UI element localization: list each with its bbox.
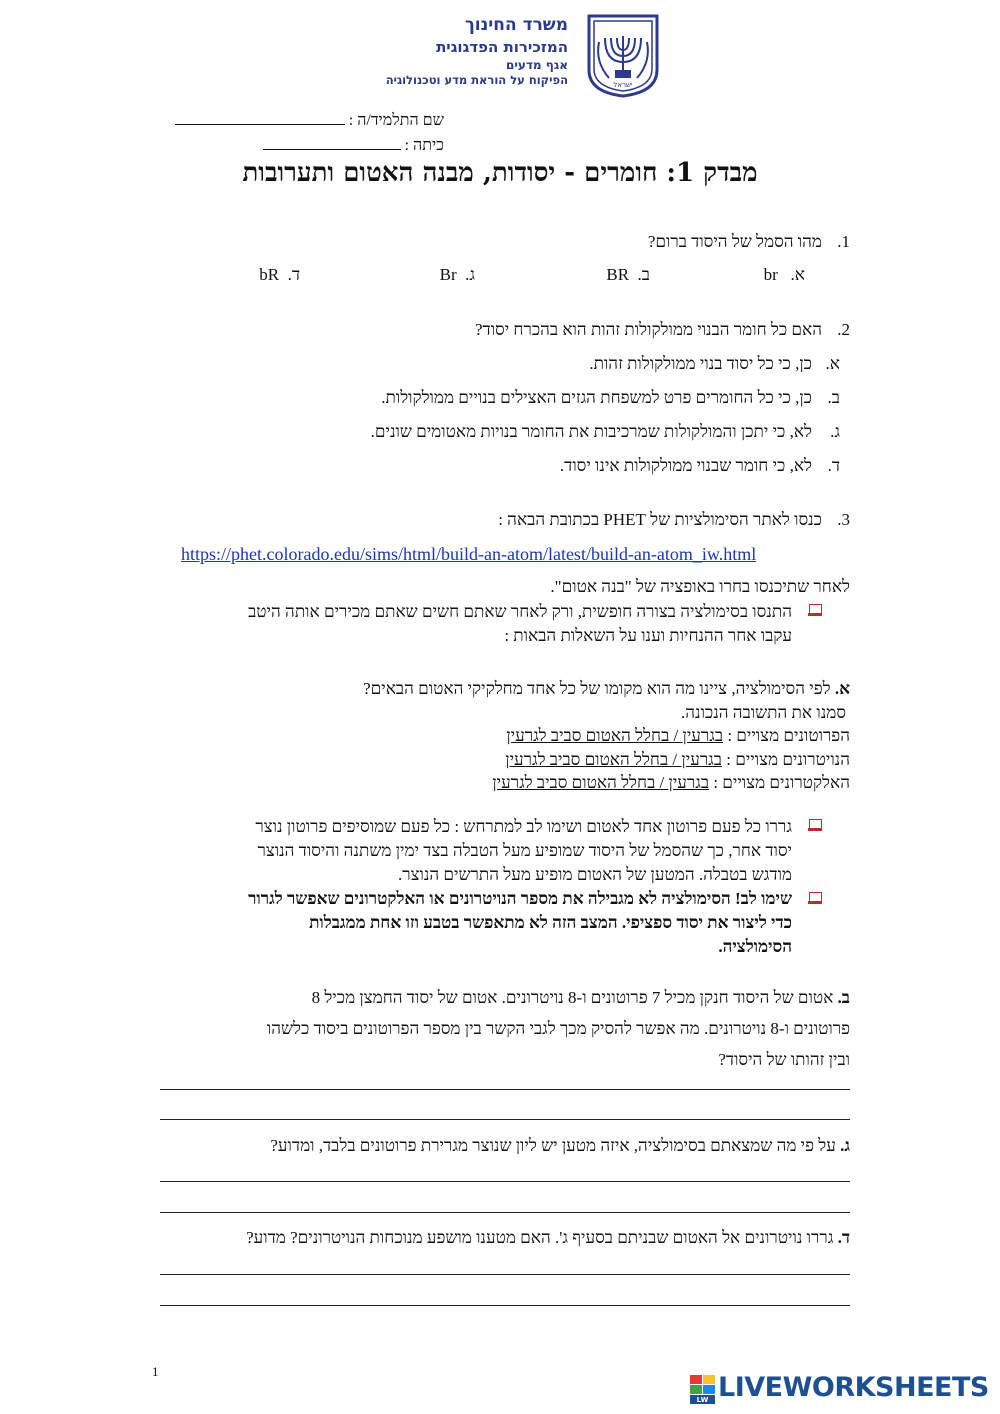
part-c [150,1136,850,1156]
phet-link[interactable]: https://phet.colorado.edu/sims/html/build-an-atom/latest/build-an-atom_iw.html [181,544,757,564]
student-name-label: שם התלמיד/ה : [348,112,444,129]
q1-option-c[interactable] [355,265,475,285]
row-choices[interactable]: בגרעין / בחלל האטום סביב לגרעין [506,726,724,745]
question-text: כנסו לאתר הסימולציות של PHET בכתובת הבאה : [498,510,822,529]
bullet-2-line-1: גררו כל פעם פרוטון אחד לאטום ושימו לב למתרחש : כל פעם שמוסיפים פרוטון נוצר [255,817,792,836]
bullet-3-line-3: הסימולציה. [718,937,792,956]
q2-option-c[interactable] [180,422,840,442]
part-letter: ב. [837,988,850,1007]
bullet-1 [808,603,822,621]
bullet-2-line-2: יסוד אחר, כך שהסמל של היסוד שמופיע מעל הטבלה בצד ימין משתנה והיסוד הנוצר [257,841,792,860]
question-3 [150,510,850,530]
ministry-name: משרד החינוך [464,15,568,35]
answer-line[interactable] [160,1212,850,1213]
option-text: כן, כי כל יסוד בנוי ממולקולות זהות. [589,354,812,373]
option-value: Br [439,265,457,284]
computer-icon [808,604,822,616]
option-value: br [763,265,778,284]
part-a-instruction: סמנו את התשובה הנכונה. [681,702,846,722]
option-letter: ד. [827,456,840,475]
option-letter: ד. [287,265,300,284]
question-number: 3. [837,510,850,529]
part-a [150,677,850,795]
computer-icon [808,819,822,831]
liveworksheets-logo [690,1374,990,1406]
question-1 [150,232,850,252]
option-text: לא, כי חומר שבנוי ממולקולות אינו יסוד. [559,456,812,475]
science-division: אגף מדעים [506,58,568,73]
option-value: bR [259,265,280,284]
part-d-text: גררו נויטרונים אל האטום שבניתם בסעיף ג'. האם מטענו מושפע מנוכחות הנויטרונים? מדוע? [246,1228,834,1247]
bullet-1-line-2: עקבו אחר ההנחיות וענו על השאלות הבאות : [504,626,792,645]
particle-row-protons [150,724,850,748]
option-value: BR [606,265,630,284]
computer-icon [808,892,822,904]
part-b-line-2: פרוטונים ו-8 נויטרונים. מה אפשר להסיק מכך לגבי הקשר בין מספר הפרוטונים ביסוד כלשהו [266,1019,850,1038]
class-label: כיתה : [404,137,444,154]
part-b-line-1: אטום של היסוד חנקן מכיל 7 פרוטונים ו-8 נויטרונים. אטום של יסוד החמצן מכיל 8 [311,988,834,1007]
q2-option-a[interactable] [180,354,840,374]
brand-name: LIVEWORKSHEETS [718,1372,989,1403]
q1-option-a[interactable] [685,265,805,285]
part-letter: ג. [840,1136,850,1155]
bullet-3-line-2: כדי ליצור את יסוד ספציפי. המצב הזה לא מתאפשר בטבע וזו אחת ממגבלות [309,913,792,932]
page-number: 1 [152,1364,159,1379]
q2-option-d[interactable] [180,456,840,476]
q1-option-b[interactable] [530,265,650,285]
class-input[interactable] [263,135,401,150]
option-letter: ג. [465,265,475,284]
part-b [150,982,850,1075]
bullet-3-text [132,887,792,959]
part-letter: ד. [837,1228,850,1247]
page-title: מבדק 1: חומרים - יסודות, מבנה האטום ותערובות [242,158,758,188]
part-a-text: לפי הסימולציה, ציינו מה הוא מקומו של כל אחד מחלקיקי האטום הבאים? [363,679,831,698]
option-letter: א. [825,354,840,373]
row-choices[interactable]: בגרעין / בחלל האטום סביב לגרעין [492,773,710,792]
part-c-text: על פי מה שמצאתם בסימולציה, איזה מטען יש ליון שנוצר מגרירת פרוטונים בלבד, ומדוע? [270,1136,836,1155]
question-2 [150,320,850,340]
option-letter: ב. [827,388,840,407]
row-choices[interactable]: בגרעין / בחלל האטום סביב לגרעין [505,749,722,769]
bullet-2 [808,818,822,836]
liveworksheets-icon [690,1375,716,1405]
option-letter: ג. [830,422,840,441]
option-text: לא, כי יתכן והמולקולות שמרכיבות את החומר בנויות מאטומים שונים. [370,422,812,441]
question-text: האם כל חומר הבנוי ממולקולות זהות הוא בהכרח יסוד? [474,320,822,339]
particle-row-electrons [150,771,850,795]
class-field [263,135,444,155]
bullet-2-line-3: מודגש בטבלה. המטען של האטום מופיע מעל התרשים הנוצר. [398,865,792,884]
bullet-1-line-1: התנסו בסימולציה בצורה חופשית, ורק לאחר שאתם חשים שאתם מכירים אותה היטב [248,602,792,621]
after-entry-text: לאחר שתיכנסו בחרו באופציה של "בנה אטום". [550,577,850,596]
q1-option-d[interactable] [180,265,300,285]
question-text: מהו הסמל של היסוד ברום? [647,232,822,251]
row-label: האלקטרונים מצויים : [713,773,850,792]
option-letter: ב. [637,265,650,284]
student-name-field [175,110,444,130]
pedagogic-secretariat: המזכירות הפדגוגית [436,37,568,56]
ministry-header [308,14,568,89]
row-label: הפרוטונים מצויים : [727,726,850,745]
question-number: 2. [837,320,850,339]
bullet-2-text [132,815,792,887]
option-text: כן, כי כל החומרים פרט למשפחת הגזים האצילים בנויים ממולקולות. [381,388,812,407]
emblem-caption: ישראל [613,81,633,89]
question-number: 1. [837,232,850,251]
part-letter: א. [834,679,850,698]
student-name-input[interactable] [175,110,345,125]
icon-letters: LW [696,1396,709,1404]
option-letter: א. [790,265,805,284]
part-d [150,1228,850,1248]
answer-line[interactable] [160,1119,850,1120]
q2-option-b[interactable] [180,388,840,408]
bullet-3 [808,891,822,909]
answer-line[interactable] [160,1181,850,1182]
row-label: הנויטרונים מצויים : [726,749,850,769]
answer-line[interactable] [160,1274,850,1275]
answer-line[interactable] [160,1089,850,1090]
answer-line[interactable] [160,1305,850,1306]
supervision-line: הפיקוח על הוראת מדע וטכנולוגיה [385,73,568,88]
bullet-1-text [132,600,792,648]
part-b-line-3: ובין זהותו של היסוד? [718,1050,850,1069]
bullet-3-line-1: שימו לב! הסימולציה לא מגבילה את מספר הנויטרונים או האלקטרונים שאפשר לגרור [248,889,792,908]
state-emblem-icon [585,12,661,98]
particle-row-neutrons [150,748,850,772]
